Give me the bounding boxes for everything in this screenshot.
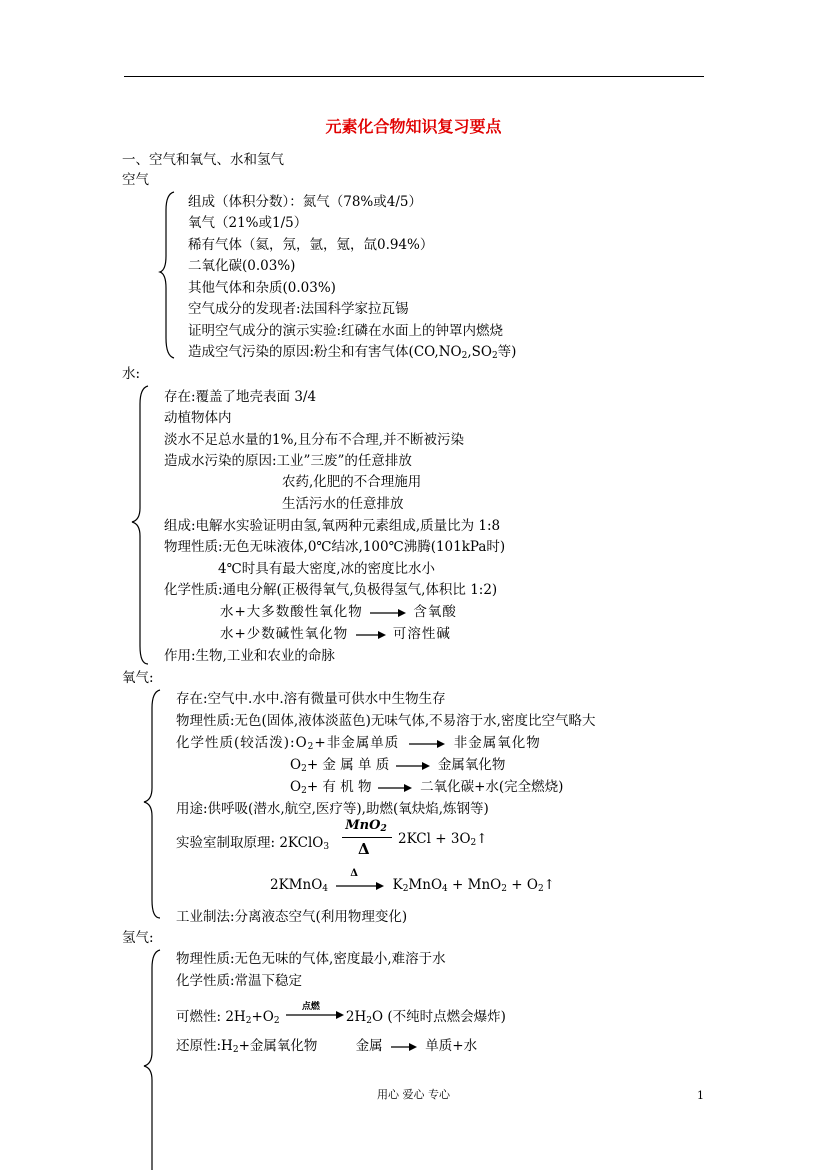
water-line-10: 化学性质:通电分解(正极得氧气,负极得氢气,体积比 1:2) <box>164 582 498 598</box>
arrow-icon <box>284 1010 346 1020</box>
arrow-icon <box>387 1042 421 1052</box>
oxygen-line-1: 存在:空气中.水中.溶有微量可供水中生物生存 <box>176 691 446 707</box>
water-line-3: 淡水不足总水量的1%,且分布不合理,并不断被污染 <box>164 432 464 448</box>
water-line-4: 造成水污染的原因:工业”三废”的任意排放 <box>164 453 412 469</box>
water-line-6: 生活污水的任意排放 <box>282 496 404 512</box>
air-line-1: 组成（体积分数）：氮气（78%或4/5） <box>188 194 422 210</box>
arrow-icon <box>405 739 449 749</box>
water-reaction-2: 水+少数碱性氧化物 可溶性碱 <box>220 626 451 642</box>
ignite-label: 点燃 <box>301 1002 320 1012</box>
oxygen-use-line: 用途:供呼吸(潜水,航空,医疗等),助燃(氧炔焰,炼钢等) <box>176 801 489 817</box>
water-line-11: 作用:生物,工业和农业的命脉 <box>164 648 335 664</box>
section-heading: 一、空气和氧气、水和氢气 <box>122 152 284 168</box>
water-line-7: 组成:电解水实验证明由氢,氧两种元素组成,质量比为 1:8 <box>164 518 501 534</box>
oxygen-line-2: 物理性质:无色(固体,液体淡蓝色)无味气体,不易溶于水,密度比空气略大 <box>176 713 596 729</box>
air-heading: 空气 <box>122 172 149 188</box>
oxygen-reaction-3: $O_2+$ 有 机 物 二氧化碳+水(完全燃烧) <box>290 779 564 796</box>
heat-symbol-small: Δ <box>350 868 359 879</box>
hydrogen-reduction-line: 还原性$:H_2+$金属氧化物 金属 单质+水 <box>176 1038 478 1055</box>
air-line-2: 氧气（21%或1/5） <box>188 215 308 231</box>
arrow-icon <box>354 630 388 640</box>
reaction-bar <box>342 837 392 838</box>
water-heading: 水: <box>122 366 141 382</box>
water-brace <box>132 384 152 666</box>
arrow-icon <box>376 783 416 793</box>
hydrogen-line-2: 化学性质:常温下稳定 <box>176 973 303 989</box>
air-pollution-line: 造成空气污染的原因:粉尘和有害气体($CO,NO_2,SO_2$等) <box>188 344 517 361</box>
oxygen-lab-product: $2KCl + 3O_2↑$ <box>398 831 488 848</box>
hydrogen-combustion-line: 可燃性: $2H_2+O_2$ 点燃 $2H_2O$ (不纯时点燃会爆炸) <box>176 1005 506 1026</box>
water-line-5: 农药,化肥的不合理施用 <box>282 474 422 490</box>
oxygen-heading: 氧气: <box>122 670 154 686</box>
header-rule <box>124 76 704 77</box>
oxygen-brace <box>144 688 164 920</box>
oxygen-industrial: 工业制法:分离液态空气(利用物理变化) <box>176 909 408 925</box>
kmno4-line: 2KMnO$_4$ Δ $K_2MnO_4 + MnO_2$ + $O_2↑$ <box>270 868 555 894</box>
hydrogen-heading: 氢气: <box>122 930 154 946</box>
air-line-3: 稀有气体（氦，氖，氩，氪，氙0.94%） <box>188 237 434 253</box>
air-line-6: 空气成分的发现者:法国科学家拉瓦锡 <box>188 301 409 317</box>
catalyst-label: MnO$_2$ <box>345 818 387 834</box>
water-line-1: 存在:覆盖了地壳表面 3/4 <box>164 389 317 405</box>
hydrogen-line-1: 物理性质:无色无味的气体,密度最小,难溶于水 <box>176 951 446 967</box>
air-line-7: 证明空气成分的演示实验:红磷在水面上的钟罩内燃烧 <box>188 323 504 339</box>
arrow-icon <box>368 608 408 618</box>
heat-symbol: Δ <box>358 840 370 858</box>
water-reaction-1: 水+大多数酸性氧化物 含氧酸 <box>220 604 457 620</box>
water-line-9: 4℃时具有最大密度,冰的密度比水小 <box>218 561 435 577</box>
arrow-icon <box>394 761 434 771</box>
footer-text: 用心 爱心 专心 <box>377 1088 450 1101</box>
air-line-5: 其他气体和杂质(0.03%) <box>188 280 336 296</box>
oxygen-reaction-2: $O_2+$ 金 属 单 质 金属氧化物 <box>290 757 506 774</box>
arrow-icon <box>332 881 388 891</box>
water-line-2: 动植物体内 <box>164 410 232 426</box>
hydrogen-brace <box>144 948 164 1170</box>
water-line-8: 物理性质:无色无味液体,0℃结冰,100℃沸腾(101kPa时) <box>164 539 506 555</box>
oxygen-chem-line: 化学性质(较活泼)$:O_2+$非金属单质 非金属氧化物 <box>176 735 541 752</box>
oxygen-lab-line: 实验室制取原理: 2KClO$_3$ <box>176 835 330 852</box>
air-brace <box>160 190 180 360</box>
page-title: 元素化合物知识复习要点 <box>325 117 502 136</box>
air-line-4: 二氧化碳(0.03%) <box>188 258 296 274</box>
page-number: 1 <box>697 1089 704 1102</box>
